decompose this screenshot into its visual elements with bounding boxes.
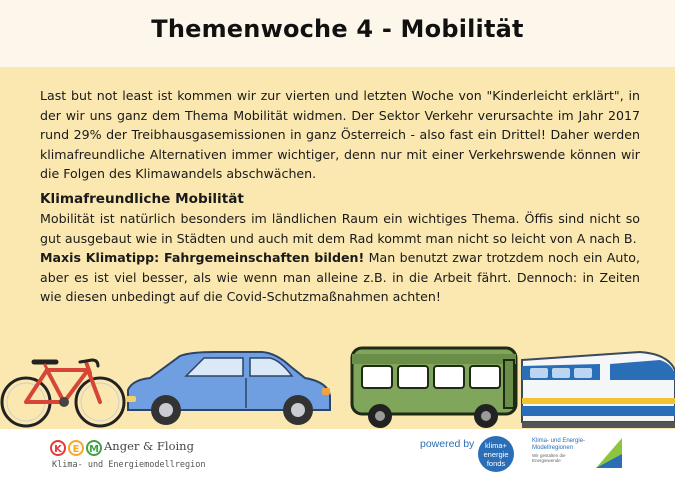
klima-energie-fonds-logo [476,432,524,474]
mobility-paragraph: Mobilität ist natürlich besonders im ländlichen Raum ein wichtiges Thema. Öffis sind nicht so gut ausgebaut wie in Städten und auch mit dem Rad kommt man nicht so leicht von A nach B. [40,210,640,246]
kem-letter-m: M [89,444,99,455]
kem-region-name: Anger & Floing [104,439,194,453]
fonds-logo-line-3: fonds [486,459,506,468]
kem-network-title: Klima- und Energie-Modellregionen [532,438,586,451]
tip-label: Maxis Klimatipp: Fahrgemeinschaften bilden! [40,250,365,266]
region-logo-icon [594,434,624,470]
header-band [0,0,675,67]
train-icon [522,352,675,428]
kem-letter-k: K [54,444,62,455]
kem-letter-e: E [72,444,80,455]
page-title: Themenwoche 4 - Mobilität [151,15,524,43]
section-heading: Klimafreundliche Mobilität [40,190,244,207]
bus-icon [352,348,516,428]
fonds-logo-line-1: klima+ [485,441,507,450]
intro-paragraph: Last but not least ist kommen wir zur vierten und letzten Woche von "Kinderleicht erklärt", in der wir uns ganz dem Thema Mobilität widmen. Der Sektor Verkehr verursachte im Jahr 2017 rund 29% der Treibhausgasemissionen in ganz Österreich - also fast ein Drittel! Daher werden klimafreundliche Alternativen immer wichtiger, denn nur mit einer Verkehrswende können wir die Folgen des Klimawandels abschwächen. [40,88,640,182]
car-icon [126,352,330,425]
bicycle-icon [2,360,124,426]
powered-by-label: powered by [420,438,475,450]
tip-paragraph [40,248,640,307]
fonds-logo-line-2: energie [483,450,509,459]
kem-network-subtitle: Wir gestalten die Energiewende [532,453,566,463]
kem-region-subtitle: Klima- und Energiemodellregion [52,460,206,470]
tip-text: Man benutzt zwar trotzdem noch ein Auto, aber es ist viel besser, als wie wenn man alleine z.B. in die Arbeit fährt. Dennoch: in Zeiten wie diesen unbedingt auf die Covid-Schutzmaßnahmen achten! [40,250,640,305]
article-body [40,86,640,307]
vehicles-illustration [0,340,675,432]
